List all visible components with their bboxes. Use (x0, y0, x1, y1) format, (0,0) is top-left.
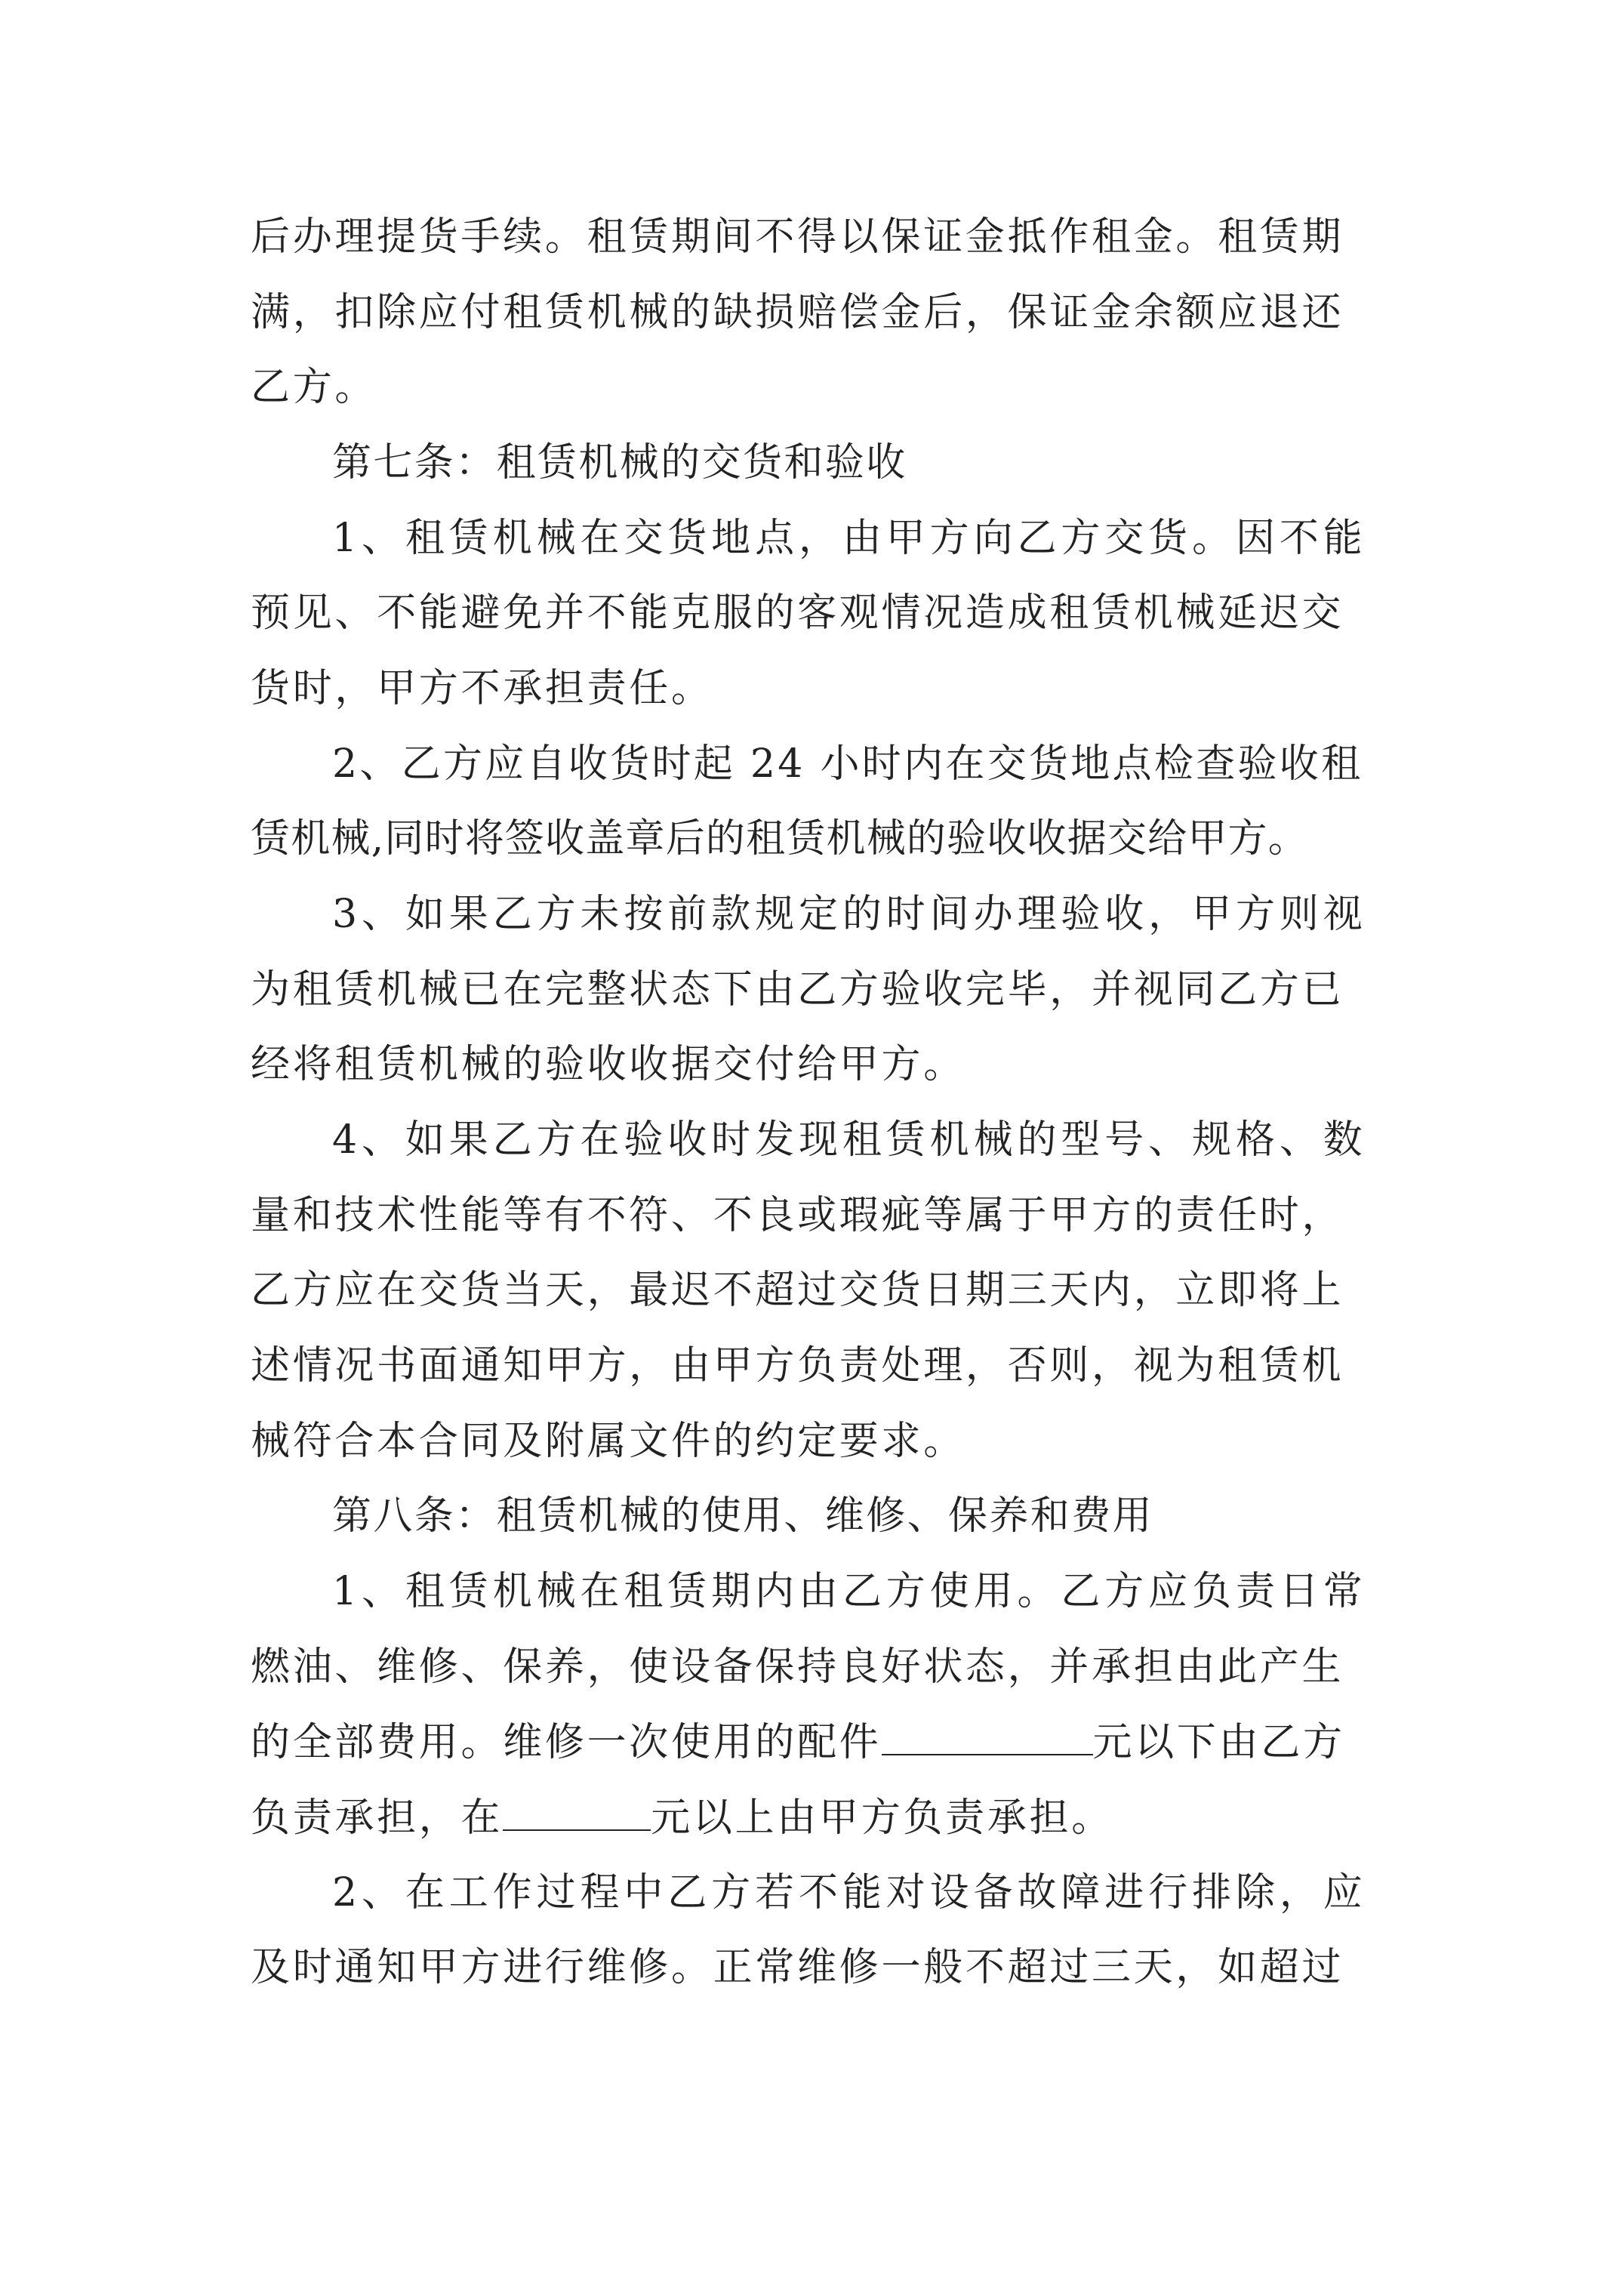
text-line: 械符合本合同及附属文件的约定要求。 (251, 1419, 965, 1464)
text-line: 预见、不能避免并不能克服的客观情况造成租赁机械延迟交 (251, 590, 1344, 636)
text-line: 2、在工作过程中乙方若不能对设备故障进行排除，应 (332, 1870, 1367, 1915)
fill-in-blank (882, 1719, 1093, 1755)
blank-line-text-before: 的全部费用。维修一次使用的配件 (251, 1720, 882, 1765)
text-line: 经将租赁机械的验收收据交付给甲方。 (251, 1042, 965, 1087)
blank-line-text-before: 负责承担，在 (251, 1795, 504, 1841)
fill-in-blank (503, 1795, 651, 1831)
text-line: 乙方应在交货当天，最迟不超过交货日期三天内，立即将上 (251, 1268, 1344, 1313)
text-line: 1、租赁机械在租赁期内由乙方使用。乙方应负责日常 (332, 1569, 1367, 1614)
text-line: 量和技术性能等有不符、不良或瑕疵等属于甲方的责任时， (251, 1193, 1344, 1238)
text-line: 述情况书面通知甲方，由甲方负责处理，否则，视为租赁机 (251, 1343, 1344, 1388)
text-line: 1、租赁机械在交货地点，由甲方向乙方交货。因不能 (332, 516, 1367, 561)
text-line: 货时，甲方不承担责任。 (251, 666, 713, 711)
text-line-with-blank (251, 1795, 1113, 1840)
text-line: 赁机械,同时将签收盖章后的租赁机械的验收收据交给甲方。 (251, 816, 1308, 861)
text-line: 满，扣除应付租赁机械的缺损赔偿金后，保证金余额应退还 (251, 290, 1344, 335)
text-line-with-blank (251, 1719, 1345, 1764)
text-line: 乙方。 (251, 365, 377, 410)
text-line: 为租赁机械已在完整状态下由乙方验收完毕，并视同乙方已 (251, 967, 1344, 1012)
text-line: 及时通知甲方进行维修。正常维修一般不超过三天，如超过 (251, 1945, 1344, 1990)
text-line: 3、如果乙方未按前款规定的时间办理验收，甲方则视 (332, 892, 1367, 937)
text-line: 后办理提货手续。租赁期间不得以保证金抵作租金。租赁期 (251, 214, 1344, 260)
section-heading: 第八条：租赁机械的使用、维修、保养和费用 (332, 1493, 1154, 1539)
text-line: 2、乙方应自收货时起 24 小时内在交货地点检查验收租 (332, 741, 1363, 787)
section-heading: 第七条：租赁机械的交货和验收 (332, 440, 907, 485)
blank-line-text-after: 元以上由甲方负责承担。 (651, 1795, 1113, 1841)
text-line: 燃油、维修、保养，使设备保持良好状态，并承担由此产生 (251, 1644, 1344, 1690)
blank-line-text-after: 元以下由乙方 (1092, 1720, 1345, 1765)
text-line: 4、如果乙方在验收时发现租赁机械的型号、规格、数 (332, 1117, 1367, 1163)
